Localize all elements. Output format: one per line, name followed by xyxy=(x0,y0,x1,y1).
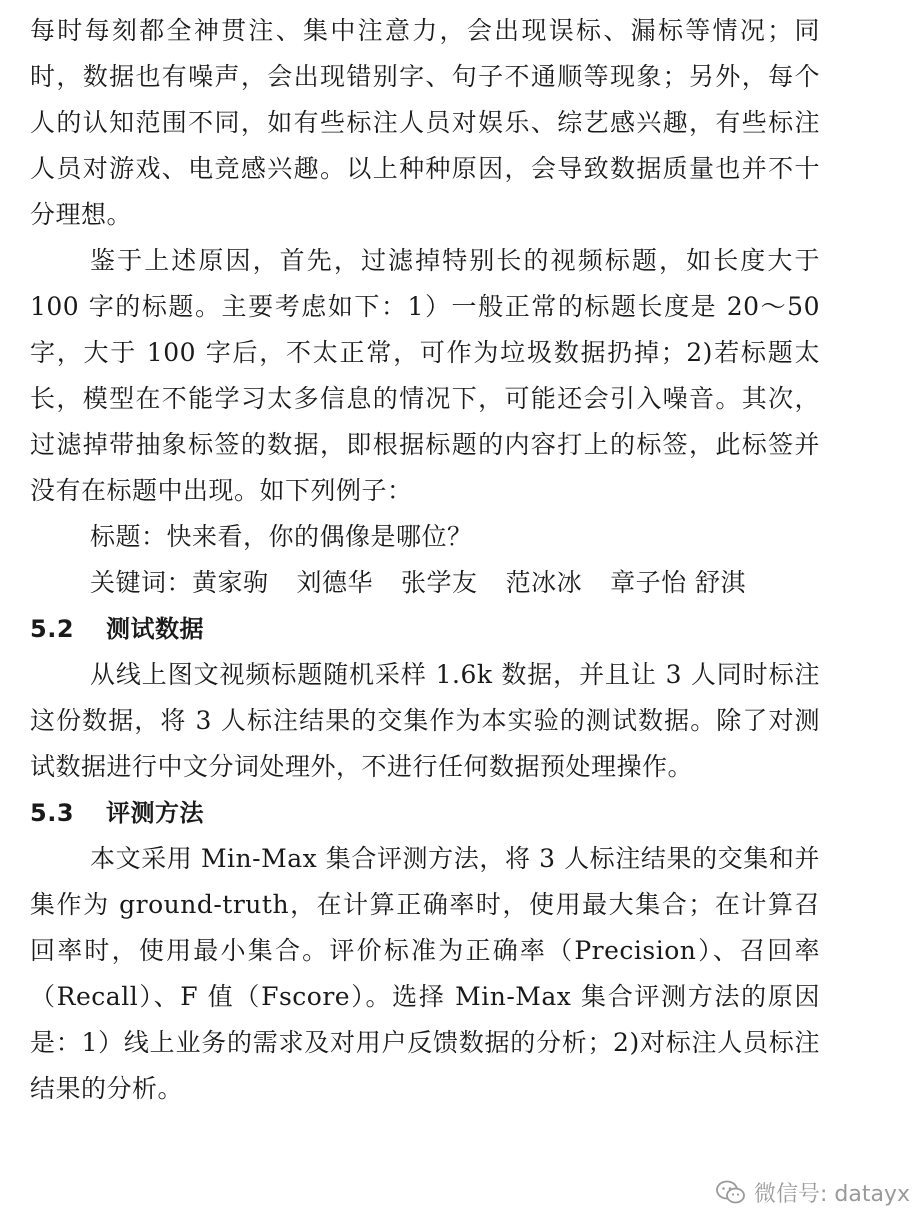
section-5-2-body: 从线上图文视频标题随机采样 1.6k 数据，并且让 3 人同时标注这份数据，将 3 人标注结果的交集作为本实验的测试数据。除了对测试数据进行中文分词处理外，不进行任何数据预处理操作。 xyxy=(30,660,820,781)
keyword-item: 黄家驹 xyxy=(192,568,269,597)
section-heading-5-2 xyxy=(30,606,820,652)
section-number: 5.2 xyxy=(30,615,75,643)
watermark-text: 微信号: datayx xyxy=(754,1182,910,1207)
wechat-watermark xyxy=(716,1177,910,1208)
section-title: 测试数据 xyxy=(106,615,204,643)
keywords-label: 关键词： xyxy=(90,568,193,597)
section-heading-5-3 xyxy=(30,790,820,836)
section-title: 评测方法 xyxy=(106,799,204,827)
keyword-item: 舒淇 xyxy=(695,568,747,597)
document-page xyxy=(30,8,820,1112)
keyword-item: 张学友 xyxy=(401,568,478,597)
paragraph-intro-continued: 每时每刻都全神贯注、集中注意力，会出现误标、漏标等情况；同时，数据也有噪声，会出现错别字、句子不通顺等现象；另外，每个人的认知范围不同，如有些标注人员对娱乐、综艺感兴趣，有些标注人员对游戏、电竞感兴趣。以上种种原因，会导致数据质量也并不十分理想。 xyxy=(30,16,820,229)
keyword-item: 章子怡 xyxy=(610,568,687,597)
example-title-line: 标题：快来看，你的偶像是哪位？ xyxy=(90,522,473,551)
keyword-item: 范冰冰 xyxy=(505,568,583,597)
wechat-icon xyxy=(716,1180,746,1206)
section-5-3-body: 本文采用 Min-Max 集合评测方法，将 3 人标注结果的交集和并集作为 ground-truth，在计算正确率时，使用最大集合；在计算召回率时，使用最小集合。评价标准为正确率（Precision）、召回率（Recall）、F 值（Fscore）。选择 Min-Max 集合评测方法的原因是：1）线上业务的需求及对用户反馈数据的分析；2)对标注人员标注结果的分析。 xyxy=(30,844,820,1103)
keyword-item: 刘德华 xyxy=(296,568,374,597)
paragraph-filtering-rules: 鉴于上述原因，首先，过滤掉特别长的视频标题，如长度大于 100 字的标题。主要考虑如下：1）一般正常的标题长度是 20～50 字，大于 100 字后，不太正常，可作为垃圾数据扔掉；2)若标题太长，模型在不能学习太多信息的情况下，可能还会引入噪音。其次，过滤掉带抽象标签的数据，即根据标题的内容打上的标签，此标签并没有在标题中出现。如下列例子： xyxy=(30,246,820,505)
section-number: 5.3 xyxy=(30,799,75,827)
example-keywords-line xyxy=(30,560,820,606)
